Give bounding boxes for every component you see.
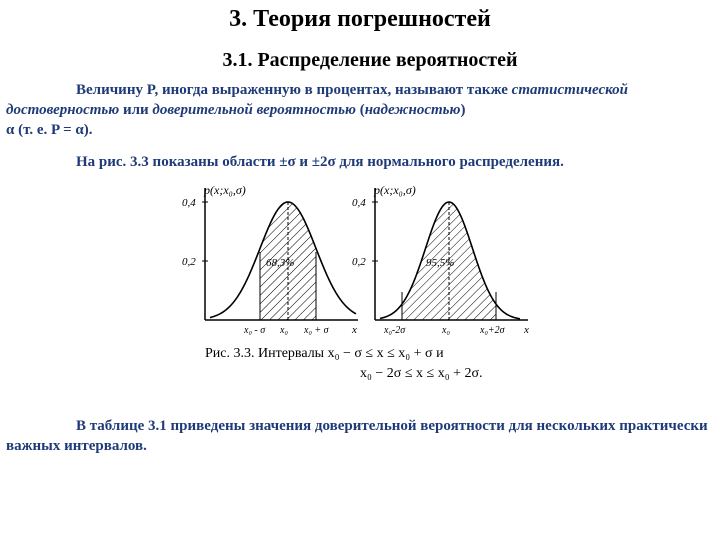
- y-axis-label: p(x;x₀,σ): [374, 183, 416, 197]
- area-percent-label: 68,3%: [266, 257, 295, 269]
- x-tick-label: x₀: [280, 325, 288, 336]
- y-tick-label: 0,4: [182, 197, 196, 209]
- section-subtitle: 3.1. Распределение вероятностей: [222, 49, 518, 71]
- y-tick-label: 0,2: [352, 256, 366, 268]
- caption-line: Рис. 3.3. Интервалы x₀ − σ ≤ x ≤ x₀ + σ и: [205, 346, 444, 361]
- left-plot: [182, 183, 358, 336]
- paragraph-text: В таблице 3.1 приведены значения доверительной вероятности для нескольких практически важных интервалов.: [6, 418, 708, 454]
- paragraph-definition: [6, 80, 714, 140]
- y-axis-label: p(x;x₀,σ): [204, 183, 246, 197]
- x-axis-label: x: [352, 324, 357, 336]
- figure-caption: [0, 344, 720, 384]
- term-statistical-reliability: статистической достоверностью: [6, 82, 629, 118]
- y-tick-label: 0,2: [182, 256, 196, 268]
- term-confidence-probability: доверительной вероятностью: [152, 102, 356, 118]
- page-title: 3. Теория погрешностей: [229, 6, 491, 32]
- x-tick-label: x₀ - σ: [244, 325, 266, 336]
- x-axis-label: x: [524, 324, 529, 336]
- paragraph-text: Величину P, иногда выраженную в процентах, называют также: [76, 82, 508, 98]
- paragraph-text: (: [355, 102, 365, 118]
- y-tick-label: 0,4: [352, 197, 366, 209]
- paragraph-text: На рис. 3.3 показаны области ±σ и ±2σ для нормального распределения.: [76, 154, 564, 170]
- paragraph-table-ref: [6, 416, 714, 456]
- normal-distribution-figure: [180, 180, 540, 340]
- area-percent-label: 95,5%: [426, 257, 455, 269]
- x-tick-label: x₀: [442, 325, 450, 336]
- paragraph-text: α (т. е. P = α).: [6, 122, 93, 138]
- x-tick-label: x₀-2σ: [384, 325, 406, 336]
- paragraph-text: или: [119, 102, 153, 118]
- term-reliability: надежностью: [364, 102, 461, 118]
- caption-line: x₀ − 2σ ≤ x ≤ x₀ + 2σ.: [360, 366, 483, 381]
- x-tick-label: x₀+2σ: [480, 325, 505, 336]
- right-plot: [352, 183, 529, 336]
- distribution-plots: [180, 180, 540, 340]
- paragraph-text: ): [460, 102, 466, 118]
- paragraph-figure-ref: [6, 152, 714, 172]
- x-tick-label: x₀ + σ: [304, 325, 329, 336]
